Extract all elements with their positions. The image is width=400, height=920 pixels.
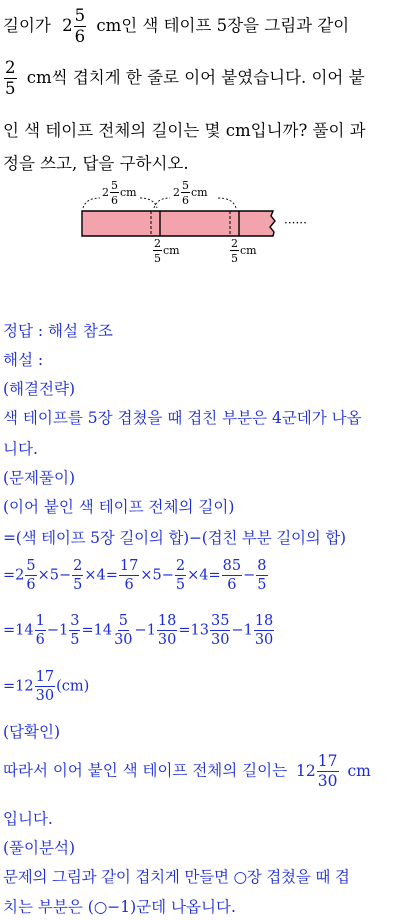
problem-line-4: 정을 쓰고, 답을 구하시오. bbox=[3, 154, 189, 173]
fraction bbox=[113, 614, 133, 647]
numerator: 5 bbox=[74, 6, 86, 25]
denominator: 30 bbox=[157, 631, 177, 648]
numerator: 17 bbox=[317, 752, 338, 770]
denominator: 5 bbox=[5, 78, 16, 98]
numerator: 2 bbox=[73, 558, 83, 574]
fraction bbox=[153, 238, 162, 264]
operator: − bbox=[243, 567, 256, 584]
numerator: 85 bbox=[222, 558, 242, 574]
denominator: 30 bbox=[254, 631, 274, 648]
explain-label: 해설 : bbox=[3, 351, 44, 369]
denominator: 5 bbox=[154, 252, 161, 265]
tape-diagram bbox=[70, 180, 330, 270]
whole-part: 12 bbox=[15, 678, 34, 695]
whole-part: 14 bbox=[93, 622, 113, 639]
tape-strip bbox=[82, 211, 275, 236]
fraction bbox=[254, 614, 274, 647]
denominator: 6 bbox=[111, 194, 118, 207]
fraction bbox=[72, 559, 83, 592]
fraction bbox=[181, 180, 190, 206]
fraction bbox=[210, 614, 230, 647]
fraction bbox=[35, 670, 55, 703]
problem-text: cm인 색 테이프 5장을 그림과 같이 bbox=[96, 16, 350, 35]
numerator: 35 bbox=[210, 613, 230, 629]
overlap-length-label bbox=[152, 238, 180, 264]
denominator: 30 bbox=[114, 631, 133, 648]
ellipsis-label: ······ bbox=[284, 216, 307, 230]
equation-line-1: =2 $\frac{5}{6}$ ×5− $\frac{2}{5}$ ×4= $\frac{17}{6}$ ×5− $\frac{2}{5}$ ×4= $\frac{85}{6}$ − $\frac{8}{5}$ bbox=[3, 558, 267, 593]
whole-part: 1 bbox=[146, 622, 156, 639]
numerator: 18 bbox=[157, 613, 177, 629]
numerator: 1 bbox=[35, 613, 45, 629]
solve-text: =(색 테이프 5장 길이의 합)−(겹친 부분 길이의 합) bbox=[3, 529, 346, 547]
mixed-number bbox=[62, 6, 92, 46]
solve-text: (이어 붙인 색 테이프 전체의 길이) bbox=[3, 498, 235, 516]
analysis-heading: (풀이분석) bbox=[3, 839, 75, 857]
whole-part: 14 bbox=[15, 622, 34, 639]
fraction bbox=[222, 559, 242, 592]
problem-line-1 bbox=[3, 8, 349, 45]
denominator: 30 bbox=[210, 631, 230, 648]
fraction bbox=[157, 614, 177, 647]
analysis-text: 치는 부분은 (○−1)군데 나옵니다. bbox=[3, 898, 236, 916]
fraction bbox=[230, 238, 239, 264]
fraction bbox=[175, 559, 186, 592]
overlap-length-label bbox=[229, 238, 257, 264]
fraction bbox=[35, 614, 46, 647]
denominator: 5 bbox=[257, 576, 267, 593]
operator: = bbox=[81, 622, 94, 639]
numerator: 17 bbox=[35, 669, 55, 685]
operator: ×5− bbox=[37, 567, 72, 584]
denominator: 5 bbox=[175, 576, 186, 593]
numerator: 17 bbox=[119, 558, 139, 574]
check-line bbox=[3, 754, 371, 789]
fraction bbox=[25, 559, 36, 592]
whole-part: 2 bbox=[102, 186, 109, 199]
operator: ×5− bbox=[140, 567, 174, 584]
fraction bbox=[110, 180, 119, 206]
numerator: 2 bbox=[5, 58, 16, 77]
check-text: 따라서 이어 붙인 색 테이프 전체의 길이는 bbox=[3, 761, 288, 780]
denominator: 6 bbox=[227, 576, 237, 593]
unit: cm bbox=[240, 244, 257, 257]
numerator: 3 bbox=[70, 613, 80, 629]
tape-length-label bbox=[173, 180, 208, 206]
fraction bbox=[74, 8, 87, 45]
whole-part: 2 bbox=[15, 567, 25, 584]
equation-line-2: =14 $\frac{1}{6}$ −1 $\frac{3}{5}$ =14 $\frac{5}{30}$ −1 $\frac{18}{30}$ =13 $\frac{35}{30}$ −1 $\frac{18}{30}$ bbox=[3, 613, 274, 648]
fraction bbox=[69, 614, 80, 647]
denominator: 30 bbox=[317, 771, 338, 790]
unit: (cm) bbox=[56, 678, 90, 695]
fraction bbox=[4, 60, 17, 97]
fraction bbox=[119, 559, 139, 592]
numerator: 8 bbox=[257, 558, 267, 574]
check-heading: (답확인) bbox=[3, 723, 61, 741]
denominator: 5 bbox=[73, 576, 83, 593]
denominator: 5 bbox=[70, 631, 80, 648]
fraction bbox=[317, 754, 339, 789]
numerator: 2 bbox=[154, 237, 161, 250]
operator: ×4= bbox=[187, 567, 221, 584]
operator: − bbox=[46, 622, 59, 639]
check-text: 입니다. bbox=[3, 810, 53, 828]
numerator: 5 bbox=[26, 558, 36, 574]
denominator: 6 bbox=[182, 194, 189, 207]
whole-part: 12 bbox=[296, 761, 316, 780]
whole-part: 2 bbox=[62, 16, 73, 35]
problem-line-3: 인 색 테이프 전체의 길이는 몇 cm입니까? 풀이 과 bbox=[3, 121, 366, 140]
unit: cm bbox=[163, 244, 180, 257]
whole-part: 1 bbox=[243, 622, 253, 639]
denominator: 6 bbox=[124, 576, 134, 593]
numerator: 18 bbox=[254, 613, 274, 629]
numerator: 5 bbox=[182, 179, 189, 192]
whole-part: 1 bbox=[59, 622, 69, 639]
denominator: 5 bbox=[231, 252, 238, 265]
numerator: 2 bbox=[175, 558, 186, 574]
unit: cm bbox=[347, 761, 371, 780]
unit: cm bbox=[191, 186, 208, 199]
denominator: 6 bbox=[35, 631, 45, 648]
numerator: 2 bbox=[231, 237, 238, 250]
strategy-text: 색 테이프를 5장 겹쳤을 때 겹친 부분은 4군데가 나옵 bbox=[3, 409, 362, 427]
problem-line-2 bbox=[3, 60, 365, 97]
problem-text: cm씩 겹치게 한 줄로 이어 붙였습니다. 이어 붙 bbox=[26, 68, 365, 87]
operator: − bbox=[231, 622, 244, 639]
operator: − bbox=[134, 622, 147, 639]
mixed-number bbox=[296, 752, 339, 790]
equation-line-3: =12 $\frac{17}{30}$ (cm) bbox=[3, 669, 90, 704]
operator: = bbox=[178, 622, 191, 639]
fraction bbox=[256, 559, 267, 592]
strategy-text: 니다. bbox=[3, 440, 38, 458]
strategy-heading: (해결전략) bbox=[3, 380, 75, 398]
numerator: 5 bbox=[118, 613, 128, 629]
whole-part: 13 bbox=[190, 622, 209, 639]
problem-text: 길이가 bbox=[3, 16, 51, 35]
unit: cm bbox=[120, 186, 137, 199]
tape-length-label bbox=[102, 180, 137, 206]
denominator: 6 bbox=[74, 26, 86, 46]
denominator: 6 bbox=[26, 576, 36, 593]
answer-line: 정답 : 해설 참조 bbox=[3, 322, 113, 340]
solve-heading: (문제풀이) bbox=[3, 469, 75, 487]
operator: ×4= bbox=[84, 567, 118, 584]
numerator: 5 bbox=[111, 179, 118, 192]
analysis-text: 문제의 그림과 같이 겹치게 만들면 ○장 겹쳤을 때 겹 bbox=[3, 868, 350, 886]
whole-part: 2 bbox=[173, 186, 180, 199]
denominator: 30 bbox=[35, 687, 55, 704]
